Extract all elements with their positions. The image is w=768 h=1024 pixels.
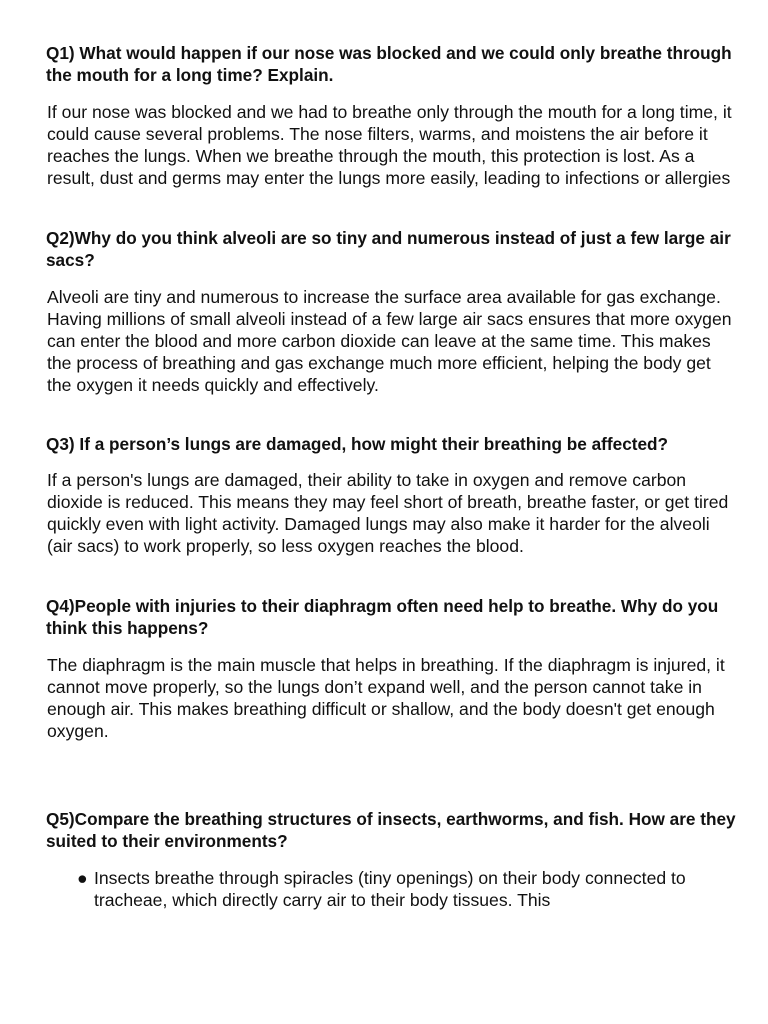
answer-2: Alveoli are tiny and numerous to increase the surface area available for gas exchange. Having millions of small alveoli instead of a few large air sacs ensures that more oxygen can enter the blood and more carbon dioxide can leave at the same time. This makes the process of breathing and gas exchange much more efficient, helping the body get the oxygen it needs quickly and effectively.	[47, 287, 732, 395]
bullet-text: Insects breathe through spiracles (tiny openings) on their body connected to tracheae, which directly carry air to their body tissues. This	[94, 868, 686, 910]
question-3: Q3) If a person’s lungs are damaged, how might their breathing be affected?	[46, 434, 669, 454]
answer-3: If a person's lungs are damaged, their ability to take in oxygen and remove carbon dioxide is reduced. This means they may feel short of breath, breathe faster, or get tired quickly even with light activity. Damaged lungs may also make it harder for the alveoli (air sacs) to work properly, so less oxygen reaches the blood.	[47, 470, 729, 556]
answer-4: The diaphragm is the main muscle that helps in breathing. If the diaphragm is injured, it cannot move properly, so the lungs don’t expand well, and the person cannot take in enough air. This makes breathing difficult or shallow, and the body doesn't get enough oxygen.	[47, 655, 725, 741]
question-5: Q5)Compare the breathing structures of insects, earthworms, and fish. How are they suited to their environments?	[46, 809, 736, 851]
list-item	[72, 867, 722, 911]
answer-5-list	[72, 867, 722, 911]
answer-1: If our nose was blocked and we had to breathe only through the mouth for a long time, it could cause several problems. The nose filters, warms, and moistens the air before it reaches the lungs. When we breathe through the mouth, this protection is lost. As a result, dust and germs may enter the lungs more easily, leading to infections or allergies	[47, 102, 732, 188]
question-2: Q2)Why do you think alveoli are so tiny and numerous instead of just a few large air sacs?	[46, 228, 731, 270]
bullet-icon: ●	[77, 868, 88, 888]
question-4: Q4)People with injuries to their diaphragm often need help to breathe. Why do you think this happens?	[46, 596, 719, 638]
question-1: Q1) What would happen if our nose was blocked and we could only breathe through the mouth for a long time? Explain.	[46, 43, 732, 85]
